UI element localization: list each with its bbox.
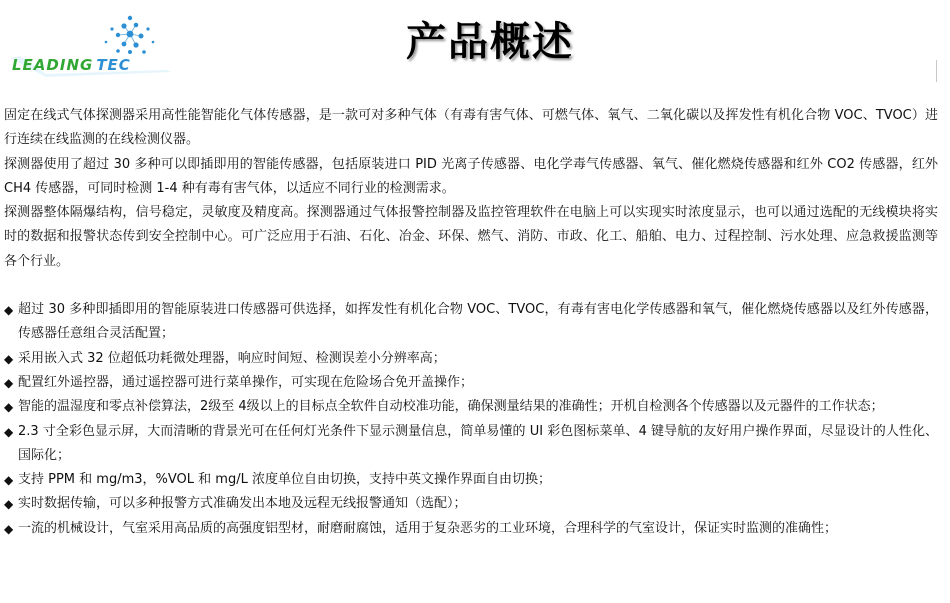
feature-item — [4, 517, 938, 541]
feature-text: 一流的机械设计，气室采用高品质的高强度铝型材，耐磨耐腐蚀，适用于复杂恶劣的工业环境，合理科学的气室设计，保证实时监测的准确性； — [18, 520, 838, 536]
feature-text: 2.3 寸全彩色显示屏，大而清晰的背景光可在任何灯光条件下显示测量信息，简单易懂的 UI 彩色图标菜单、4 键导航的友好用户操作界面，尽显设计的人性化、国际化； — [18, 423, 938, 463]
page-title: 产品概述 — [406, 18, 574, 65]
feature-item — [4, 371, 938, 395]
diamond-bullet-icon: ◆ — [4, 497, 14, 512]
feature-text: 实时数据传输，可以多种报警方式准确发出本地及远程无线报警通知（选配）； — [18, 496, 467, 512]
feature-item — [4, 298, 938, 347]
diamond-bullet-icon: ◆ — [4, 521, 14, 536]
margin-rule — [936, 60, 937, 82]
document-body — [4, 104, 938, 541]
logo-wordmark — [12, 56, 131, 74]
diamond-bullet-icon: ◆ — [4, 424, 14, 439]
feature-text: 超过 30 多种即插即用的智能原装进口传感器可供选择，如挥发性有机化合物 VOC、TVOC，有毒有害电化学传感器和氧气，催化燃烧传感器以及红外传感器，传感器任意组合灵活配置； — [18, 302, 938, 342]
diamond-bullet-icon: ◆ — [4, 400, 14, 415]
diamond-bullet-icon: ◆ — [4, 303, 14, 318]
diamond-bullet-icon: ◆ — [4, 473, 14, 488]
intro-paragraph: 固定在线式气体探测器采用高性能智能化气体传感器，是一款可对多种气体（有毒有害气体、可燃气体、氧气、二氧化碳以及挥发性有机化合物 VOC、TVOC）进行连续在线监测的在线检测仪器。 — [4, 108, 938, 148]
intro-paragraph: 探测器使用了超过 30 多种可以即插即用的智能传感器，包括原装进口 PID 光离子传感器、电化学毒气传感器、氧气、催化燃烧传感器和红外 CO2 传感器，红外 CH4 传感器，可同时检测 1-4 种有毒有害气体，以适应不同行业的检测需求。 — [4, 156, 938, 196]
document-header — [0, 0, 950, 90]
intro-paragraph: 探测器整体隔爆结构，信号稳定，灵敏度及精度高。探测器通过气体报警控制器及监控管理软件在电脑上可以实现实时浓度显示，也可以通过选配的无线模块将实时的数据和报警状态传到安全控制中心。可广泛应用于石油、石化、冶金、环保、燃气、消防、市政、化工、船舶、电力、过程控制、污水处理、应急救援监测等各个行业。 — [4, 205, 938, 269]
feature-text: 配置红外遥控器，通过遥控器可进行菜单操作，可实现在危险场合免开盖操作； — [18, 374, 474, 390]
diamond-bullet-icon: ◆ — [4, 351, 14, 366]
logo-name-lead: LEADING — [12, 56, 94, 74]
company-logo — [6, 14, 176, 78]
feature-text: 智能的温湿度和零点补偿算法，2级至 4级以上的目标点全软件自动校准功能，确保测量结果的准确性；开机自检测各个传感器以及元器件的工作状态； — [18, 399, 884, 415]
feature-item — [4, 347, 938, 371]
feature-text: 采用嵌入式 32 位超低功耗微处理器，响应时间短、检测误差小分辨率高； — [18, 350, 446, 366]
feature-item — [4, 492, 938, 516]
diamond-bullet-icon: ◆ — [4, 375, 14, 390]
feature-item — [4, 395, 938, 419]
feature-item — [4, 468, 938, 492]
paragraph-spacer — [4, 274, 938, 298]
feature-text: 支持 PPM 和 mg/m3，%VOL 和 mg/L 浓度单位自由切换，支持中英文操作界面自由切换； — [18, 472, 551, 488]
feature-item — [4, 420, 938, 469]
logo-name-tec: TEC — [96, 56, 131, 74]
